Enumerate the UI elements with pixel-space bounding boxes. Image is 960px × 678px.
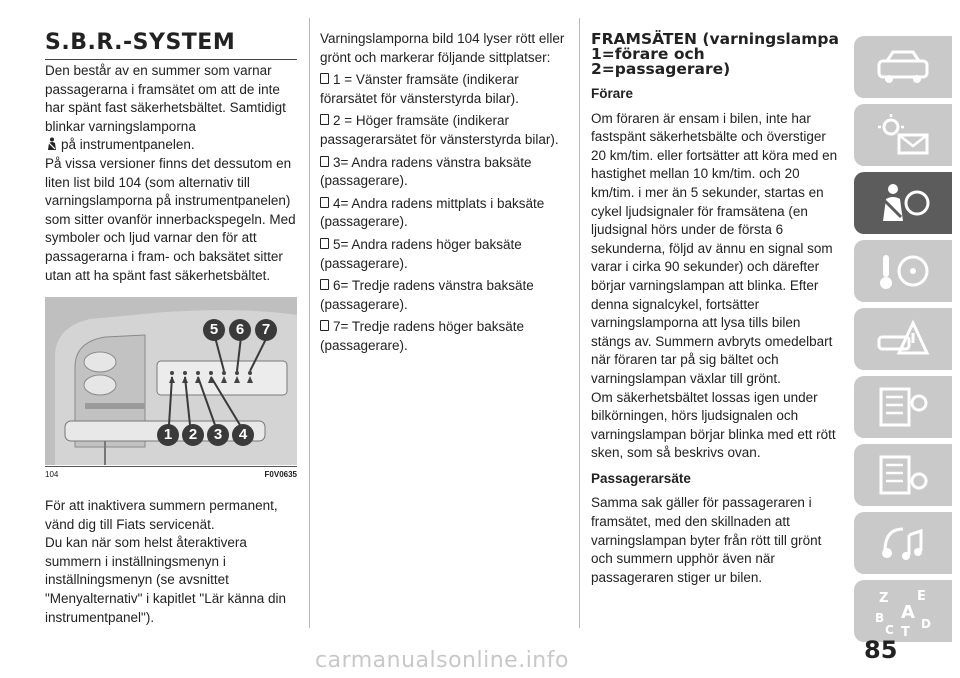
- seatbelt-airbag-icon: [873, 181, 933, 225]
- maintenance-icon: [873, 385, 933, 429]
- seat-lamp-icon: [320, 238, 329, 249]
- col3-text: [591, 32, 839, 587]
- tab-warning-lights[interactable]: [854, 104, 952, 166]
- accident-icon: [873, 317, 933, 361]
- svg-text:C: C: [885, 623, 894, 636]
- list-item: 6= Tredje radens vänstra baksäte (passagerare).: [320, 278, 534, 312]
- technical-data-icon: [873, 453, 933, 497]
- callout-3: 3: [207, 424, 229, 446]
- figure-caption: [45, 466, 297, 479]
- paragraph: Du kan när som helst återaktivera summern i inställningsmenyn i inställningsmenyn (se avsnittet "Menyalternativ" i kapitlet "Lär känna din instrumentpanel").: [45, 535, 287, 625]
- seat-lamp-icon: [320, 114, 329, 125]
- key-steering-icon: [873, 249, 933, 293]
- paragraph: För att inaktivera summern permanent, vänd dig till Fiats servicenät.: [45, 498, 278, 532]
- list-item: 4= Andra radens mittplats i baksäte (passagerare).: [320, 195, 545, 230]
- sub-heading-passenger: Passagerarsäte: [591, 470, 691, 486]
- paragraph: Den består av en summer som varnar passagerarna i framsätet om att de inte har spänt fast säkerhetsbältet. Samtidigt blinkar varningslamporna på instrumentpanelen.: [45, 63, 286, 153]
- seat-lamp-icon: [320, 197, 329, 208]
- figure-104: [45, 297, 297, 465]
- tab-car[interactable]: [854, 36, 952, 98]
- subsection-heading: FRAMSÄTEN (varningslampa 1=förare och 2=passagerare): [591, 30, 839, 78]
- paragraph: Om föraren är ensam i bilen, inte har fastspänt säkerhetsbälte och överstiger 20 km/tim. eller fortsätter att köra med en hastighet mellan 10 km/tim. och 20 km/tim. i mer än 5 sekunder, startas en cykel ljudsignaler för framsätena (en ljudsignal hörs under de första 6 sekunderna, följd av ännu en signal som varar i cirka 90 sekunder) och därefter börjar varningslampan att blinka. Efter denna signalcykel, fortsätter varningslamporna att lysa tills bilen stängs av. Summern avbryts omedelbart när föraren tar på sig bältet och varningslampan växlar till grönt.: [591, 110, 838, 386]
- seatbelt-warning-icon: [45, 137, 59, 151]
- warning-lights-icon: [873, 113, 933, 157]
- col1-text: [45, 62, 297, 285]
- list-item: 5= Andra radens höger baksäte (passagerare).: [320, 236, 522, 271]
- tab-technical-data[interactable]: [854, 444, 952, 506]
- svg-text:T: T: [901, 625, 910, 636]
- callout-1: 1: [157, 424, 179, 446]
- callout-5: 5: [203, 319, 225, 341]
- svg-text:Z: Z: [879, 591, 889, 606]
- list-item: 7= Tredje radens höger baksäte (passagerare).: [320, 319, 525, 353]
- index-icon: [871, 586, 935, 636]
- seat-lamp-icon: [320, 73, 329, 84]
- col1-text-bottom: [45, 497, 297, 627]
- callout-2: 2: [182, 424, 204, 446]
- page-number: 85: [864, 636, 898, 664]
- seat-lamp-icon: [320, 156, 329, 167]
- callout-6: 6: [229, 319, 251, 341]
- paragraph: Varningslamporna bild 104 lyser rött eller grönt och markerar följande sittplatser:: [320, 31, 565, 65]
- list-item: 2 = Höger framsäte (indikerar passagerarsätet för vänsterstyrda bilar).: [320, 113, 559, 147]
- multimedia-icon: [873, 521, 933, 565]
- list-item: 1 = Vänster framsäte (indikerar förarsätet för vänsterstyrda bilar).: [320, 72, 519, 106]
- tab-index[interactable]: [854, 580, 952, 642]
- sub-heading-driver: Förare: [591, 86, 634, 101]
- paragraph: Samma sak gäller för passageraren i framsätet, med den skillnaden att varningslampan byter från rött till grönt och summern upphör även när passageraren stiger ur bilen.: [591, 495, 822, 585]
- callout-7: 7: [255, 319, 277, 341]
- tab-safety[interactable]: [854, 172, 952, 234]
- callout-4: 4: [232, 424, 254, 446]
- column-divider: [579, 18, 580, 628]
- car-icon: [873, 47, 933, 87]
- paragraph: Om säkerhetsbältet lossas igen under bilkörningen, hörs ljudsignalen och varningslampan börjar blinka med ett rött sken, som så beskrivs ovan.: [591, 389, 836, 461]
- tab-starting-driving[interactable]: [854, 240, 952, 302]
- watermark[interactable]: carmanualsonline.info: [315, 648, 569, 673]
- figure-code: F0V0635: [264, 470, 297, 479]
- list-item: 3= Andra radens vänstra baksäte (passagerare).: [320, 154, 532, 189]
- svg-text:B: B: [875, 611, 885, 625]
- column-divider: [309, 18, 310, 628]
- svg-text:A: A: [901, 602, 915, 623]
- section-title: S.B.R.-SYSTEM: [45, 30, 297, 60]
- seat-lamp-icon: [320, 320, 329, 331]
- svg-text:D: D: [921, 617, 931, 631]
- figure-number: 104: [45, 470, 59, 479]
- tab-maintenance[interactable]: [854, 376, 952, 438]
- seat-lamp-icon: [320, 279, 329, 290]
- tab-emergency[interactable]: [854, 308, 952, 370]
- paragraph: På vissa versioner finns det dessutom en liten list bild 104 (som alternativ till varningslamporna på instrumentpanelen) som sitter ovanför innerbackspegeln. Med symboler och ljud varnar den för att passagerarna i fram- och baksätet sitter utan att ha spänt fast säkerhetsbältet.: [45, 155, 296, 283]
- svg-text:E: E: [917, 589, 926, 604]
- tab-multimedia[interactable]: [854, 512, 952, 574]
- col2-text: [320, 30, 565, 360]
